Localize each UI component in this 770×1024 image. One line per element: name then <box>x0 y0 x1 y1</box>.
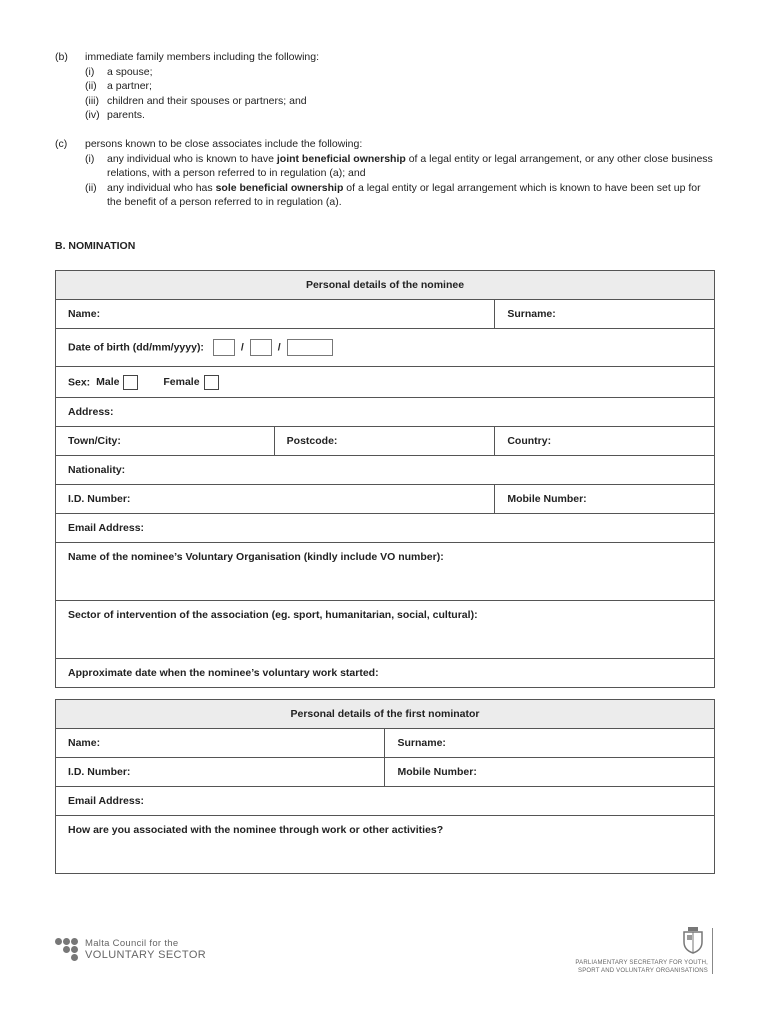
mcvs-dots-icon <box>55 936 81 962</box>
nominee-surname-field[interactable]: Surname: <box>495 300 715 329</box>
nominator-id-field[interactable]: I.D. Number: <box>56 758 385 787</box>
dob-day-input[interactable] <box>213 339 235 356</box>
nominee-postcode-field[interactable]: Postcode: <box>274 427 495 456</box>
mcvs-logo-line1: Malta Council for the <box>85 937 179 949</box>
male-label: Male <box>96 375 120 388</box>
mcvs-logo <box>55 936 206 962</box>
female-label: Female <box>163 375 200 388</box>
mcvs-logo-line2: VOLUNTARY SECTOR <box>85 948 207 961</box>
list-item: (i) any individual who is known to have joint beneficial ownership of a legal entity or legal arrangement, or any other close business relations, with a person referred to in regulation (a); and <box>85 152 713 180</box>
nominator-association-field[interactable]: How are you associated with the nominee through work or other activities? <box>56 816 715 874</box>
nominee-mobile-field[interactable]: Mobile Number: <box>495 485 715 514</box>
clause-mark: (c) <box>55 138 68 150</box>
nominator-details-table <box>55 699 715 874</box>
nominator-mobile-field[interactable]: Mobile Number: <box>385 758 715 787</box>
nominee-name-field[interactable]: Name: <box>56 300 495 329</box>
list-item: (ii) any individual who has sole beneficial ownership of a legal entity or legal arrangement which is known to have been set up for the benefit of a person referred to in regulation (a). <box>85 181 701 209</box>
nominator-surname-field[interactable]: Surname: <box>385 729 715 758</box>
clause-mark: (b) <box>55 51 68 63</box>
nominee-nationality-field[interactable]: Nationality: <box>56 456 715 485</box>
list-item: (i) a spouse; <box>85 65 153 78</box>
clause-text: immediate family members including the following: <box>85 51 320 63</box>
malta-crest-icon <box>680 926 706 954</box>
nominee-details-table <box>55 270 715 688</box>
nominee-email-field[interactable]: Email Address: <box>56 514 715 543</box>
male-checkbox[interactable] <box>123 375 138 390</box>
clause-text: persons known to be close associates include the following: <box>85 138 363 150</box>
nominator-table-title: Personal details of the first nominator <box>56 700 715 729</box>
sex-label: Sex: <box>68 375 91 388</box>
list-item: (iv) parents. <box>85 109 145 122</box>
nominee-address-field[interactable]: Address: <box>56 398 715 427</box>
nominee-vo-field[interactable]: Name of the nominee’s Voluntary Organisation (kindly include VO number): <box>56 543 715 601</box>
divider <box>712 928 713 974</box>
nominator-email-field[interactable]: Email Address: <box>56 787 715 816</box>
parliamentary-secretary-logo <box>560 926 716 976</box>
section-heading: B. NOMINATION <box>55 240 136 252</box>
close-associates-clause <box>55 137 715 210</box>
family-members-clause <box>55 50 715 123</box>
dob-year-input[interactable] <box>287 339 333 356</box>
nominee-town-field[interactable]: Town/City: <box>56 427 275 456</box>
dob-label: Date of birth (dd/mm/yyyy): <box>68 341 204 354</box>
female-checkbox[interactable] <box>204 375 219 390</box>
list-item: (iii) children and their spouses or partners; and <box>85 94 307 107</box>
nominee-start-date-field[interactable]: Approximate date when the nominee’s voluntary work started: <box>56 659 715 688</box>
nominee-table-title: Personal details of the nominee <box>56 271 715 300</box>
nominee-sector-field[interactable]: Sector of intervention of the association (eg. sport, humanitarian, social, cultural): <box>56 601 715 659</box>
ps-title: PARLIAMENTARY SECRETARY FOR YOUTH, SPORT AND VOLUNTARY ORGANISATIONS <box>575 960 708 974</box>
nominee-id-field[interactable]: I.D. Number: <box>56 485 495 514</box>
nominee-sex-row <box>56 367 715 398</box>
dob-month-input[interactable] <box>250 339 272 356</box>
list-item: (ii) a partner; <box>85 80 152 93</box>
nominee-dob-row: Date of birth (dd/mm/yyyy): / / <box>56 329 715 367</box>
nominee-country-field[interactable]: Country: <box>495 427 715 456</box>
nominator-name-field[interactable]: Name: <box>56 729 385 758</box>
